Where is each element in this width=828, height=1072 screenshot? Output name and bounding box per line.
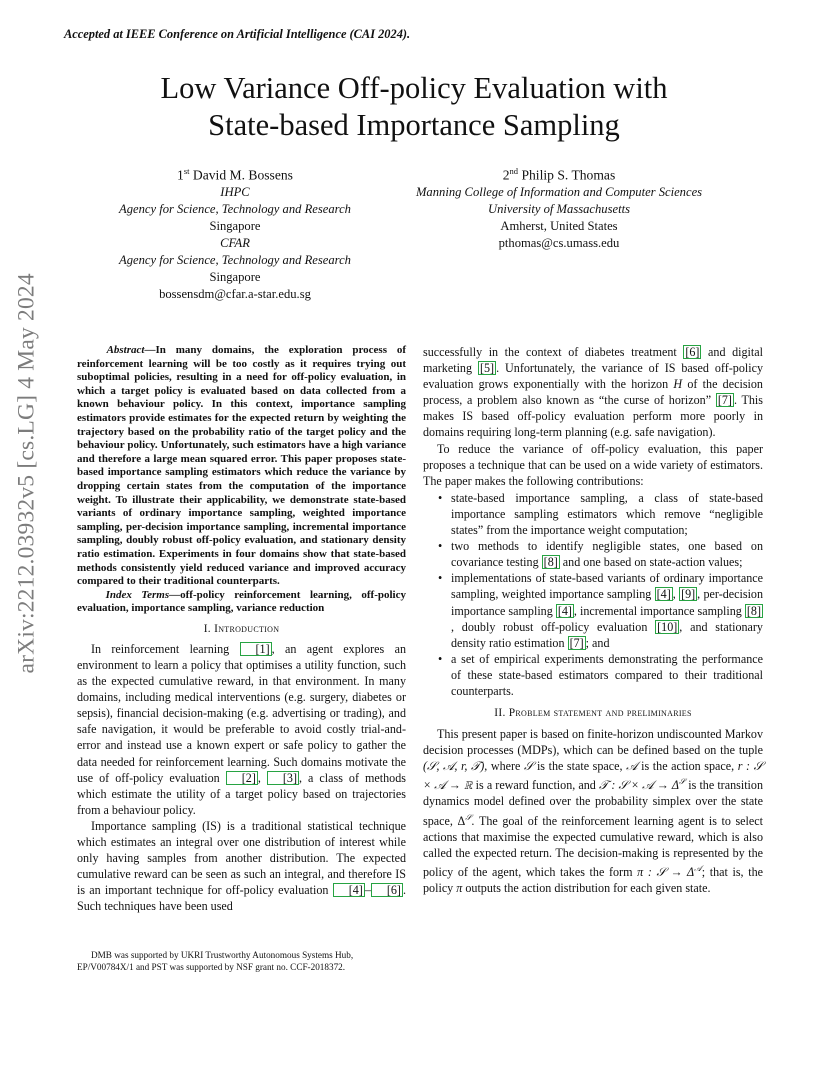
author-location: Singapore [209, 219, 261, 234]
author-location: Amherst, United States [500, 219, 618, 234]
list-item: • a set of empirical experiments demonstrating the performance of these state-based estimators compared to their traditional counterparts. [438, 651, 763, 698]
citation-link[interactable]: [6] [371, 883, 403, 897]
intro-paragraph-2: Importance sampling (IS) is a traditional statistical technique which estimates an integral over one distribution of interest while only having samples from another distribution. The expected cumulative reward can be seen as such an integral, and therefore IS is an important technique for off-policy evaluation [4] – [6] . Such techniques have been used [77, 818, 406, 914]
citation-link[interactable]: [5] [479, 361, 495, 376]
citation-link[interactable]: [8] [746, 603, 761, 618]
intro-paragraph-1: In reinforcement learning [1] , an agent explores an environment to learn a policy that optimises a utility function, such as the expected cumulative reward, in that environment. In many domains, including medical interventions (e.g. surgery, diabetes or sepsis), financial decision-making (e.g. advertising or trading), and safe navigation, it would be preferable to avoid costly trial-and-error and instead use a known expert or safe policy to gather the data needed for reinforcement learning. Such domains motivate the use of off-policy evaluation [2] , [3] , a class of methods which estimate the utility of a target policy based on trajectories from a behaviour policy. [77, 641, 406, 817]
author-affiliation: IHPC [220, 185, 250, 200]
title-line-1: Low Variance Off-policy Evaluation with [160, 71, 668, 105]
citation-link[interactable]: [9] [681, 587, 696, 602]
citation-link[interactable]: [4] [557, 603, 572, 618]
contributions-list [423, 490, 763, 699]
venue-note: Accepted at IEEE Conference on Artificial Intelligence (CAI 2024). [64, 27, 411, 41]
author-name: 1st David M. Bossens [177, 166, 293, 183]
right-column [423, 344, 763, 896]
paper-title [60, 70, 768, 144]
author-name: 2nd Philip S. Thomas [502, 166, 616, 183]
problem-paragraph: This present paper is based on finite-horizon undiscounted Markov decision processes (MDPs), which can be defined based on the tuple (𝒮, 𝒜, r, 𝒯), where 𝒮 is the state space, 𝒜 is the action space, r : 𝒮 × 𝒜 → ℝ is a reward function, and 𝒯 : 𝒮 × 𝒜 → $\Delta^𝒮$ is the transition dynamics model defined over the probability simplex over the state space, $\Delta^𝒮$. The goal of the reinforcement learning agent is to select actions that maximise the expected cumulative reward, which is also called the expected return. The decision-making is represented by the policy of the agent, which takes the form π : 𝒮 → $\Delta^𝒜$; that is, the policy π outputs the action distribution for each given state. [423, 727, 764, 895]
author-location: Singapore [209, 269, 261, 284]
author-affiliation: University of Massachusetts [487, 202, 630, 217]
arxiv-identifier-stamp: arXiv:2212.03932v5 [cs.LG] 4 May 2024 [13, 273, 40, 674]
title-line-2: State-based Importance Sampling [208, 108, 620, 142]
section-heading-problem-statement: II. Problem statement and preliminaries [494, 707, 692, 720]
footnote [77, 950, 406, 974]
index-terms: Index Terms—off-policy reinforcement learning, off-policy evaluation, importance sampling, variance reduction [77, 588, 406, 615]
list-item: • state-based importance sampling, a class of state-based importance sampling estimators which remove “negligible states” from the importance weight computation; [438, 490, 763, 538]
citation-link[interactable]: [4] [656, 587, 671, 602]
author-affiliation: Agency for Science, Technology and Research [119, 202, 351, 217]
citation-link[interactable]: [1] [240, 642, 272, 656]
list-item: • two methods to identify negligible states, one based on covariance testing [8] and one based on state-action values; [438, 539, 763, 570]
citation-link[interactable]: [2] [226, 771, 258, 785]
author-block-2 [392, 163, 726, 252]
left-column [77, 344, 406, 914]
citation-link[interactable]: [10] [657, 619, 678, 634]
right-paragraph-2: To reduce the variance of off-policy evaluation, this paper proposes a technique that can be used on a wide variety of estimators. The paper makes the following contributions: [423, 441, 763, 488]
author-affiliation: Agency for Science, Technology and Research [119, 253, 351, 268]
citation-link[interactable]: [4] [333, 883, 365, 897]
author-affiliation: Manning College of Information and Computer Sciences [415, 185, 703, 200]
citation-link[interactable]: [7] [717, 393, 732, 408]
author-email: pthomas@cs.umass.edu [498, 236, 620, 251]
citation-link[interactable]: [8] [543, 555, 558, 570]
right-paragraph-1: successfully in the context of diabetes treatment [6] and digital marketing [5] . Unfortunately, the variance of IS based off-policy evaluation grows exponentially with the horizon H of the decision process, a problem also known as “the curse of horizon” [7] . This makes IS based off-policy evaluation perform more poorly in domains requiring long-term planning (e.g. safe navigation). [423, 345, 763, 440]
author-block-1 [90, 163, 380, 303]
abstract: Abstract—In many domains, the exploration process of reinforcement learning will be too costly as it requires trying out suboptimal policies, resulting in a need for off-policy evaluation, in which a target policy is evaluated based on data collected from a known behaviour policy. In this context, importance sampling estimators provide estimates for the expected return by weighting the trajectory based on the probability ratio of the target policy and the behaviour policy. Unfortunately, such estimators have a high variance and therefore a large mean squared error. This paper proposes state-based importance sampling estimators which reduce the variance by dropping certain states from the computation of the importance weight. To illustrate their applicability, we demonstrate state-based variants of ordinary importance sampling, weighted importance sampling, per-decision importance sampling, incremental importance sampling, doubly robust off-policy evaluation, and stationary density ratio estimation. Experiments in four domains show that state-based methods consistently yield reduced variance and improved accuracy compared to their traditional counterparts. [77, 344, 406, 588]
citation-link[interactable]: [3] [267, 771, 299, 785]
citation-link[interactable]: [6] [685, 345, 700, 359]
author-email: bossensdm@cfar.a-star.edu.sg [159, 286, 311, 301]
funding-note: DMB was supported by UKRI Trustworthy Autonomous Systems Hub, EP/V00784X/1 and PST was supported by NSF grant no. CCF-2018372. [77, 950, 354, 972]
citation-link[interactable]: [7] [569, 635, 584, 650]
list-item: • implementations of state-based variants of ordinary importance sampling, weighted importance sampling [4] , [9] , per-decision importance sampling [4] , incremental importance sampling [8], doubly robust off-policy evaluation [10] , and stationary density ratio estimation [7] ; and [438, 571, 764, 650]
author-affiliation: CFAR [220, 236, 250, 251]
section-heading-introduction: I. Introduction [203, 622, 280, 635]
